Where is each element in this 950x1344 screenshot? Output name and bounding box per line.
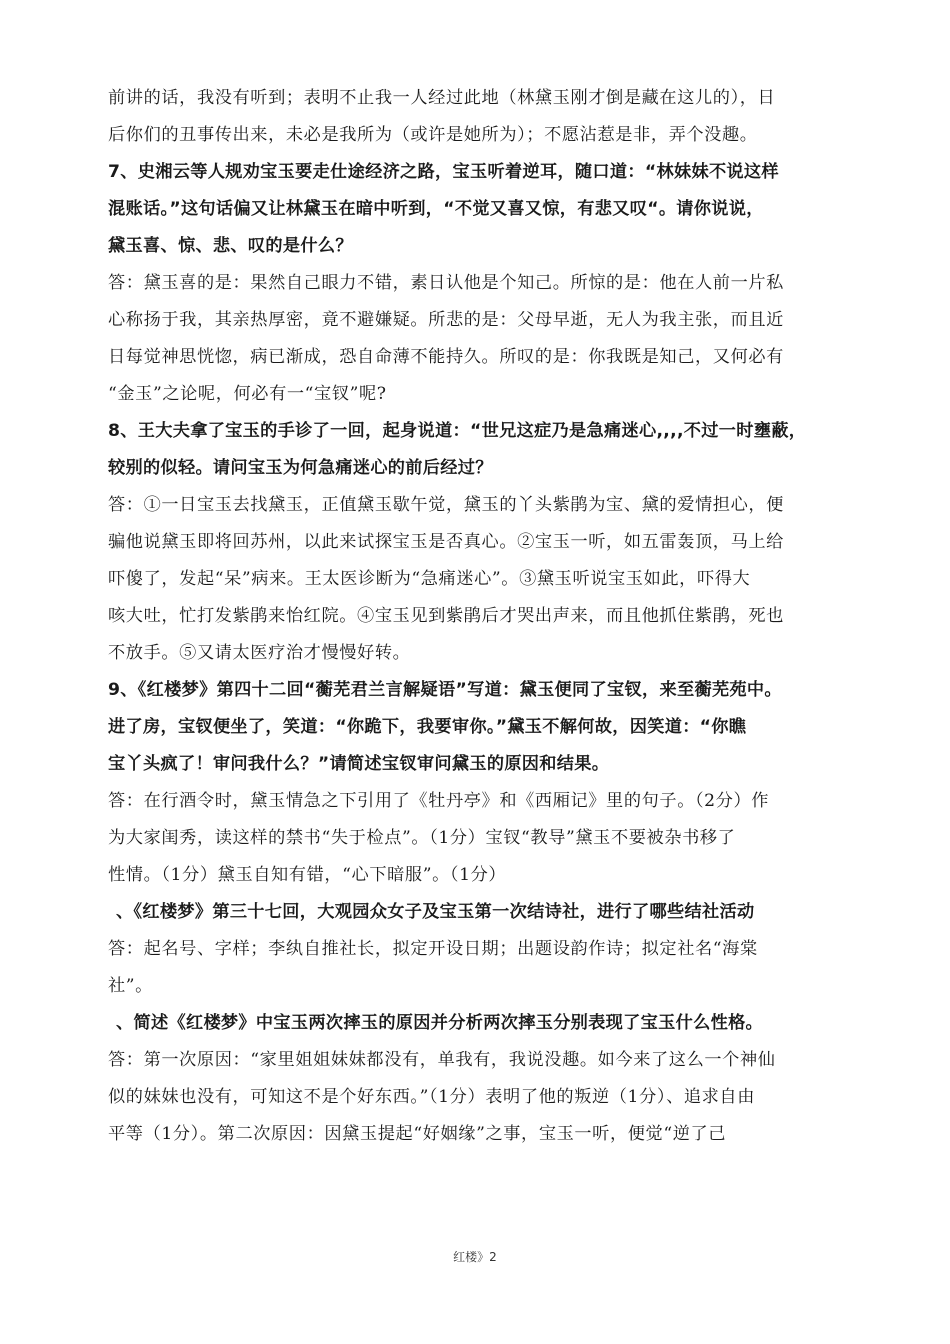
answer-line: 答：第一次原因：“家里姐姐妹妹都没有，单我有，我说没趣。如今来了这么一个神仙	[108, 1050, 776, 1070]
answer-line: 后你们的丑事传出来，未必是我所为（或许是她所为）；不愿沾惹是非，弄个没趣。	[108, 125, 758, 145]
answer-line: “金玉”之论呢，何必有一“宝钗”呢?	[108, 384, 387, 404]
question-line: 9、《红楼梦》第四十二回“蘅芜君兰言解疑语”写道：黛玉便同了宝钗，来至蘅芜苑中。	[108, 680, 782, 700]
question-line: 混账话。”这句话偏又让林黛玉在暗中听到，“不觉又喜又惊，有悲又叹“。请你说说，	[108, 199, 764, 219]
answer-line: 社”。	[108, 976, 153, 996]
answer-line: 答：①一日宝玉去找黛玉，正值黛玉歇午觉，黛玉的丫头紫鹃为宝、黛的爱情担心，便	[108, 495, 784, 515]
answer-line: 骗他说黛玉即将回苏州，以此来试探宝玉是否真心。②宝玉一听，如五雷轰顶，马上给	[108, 532, 784, 552]
question-line: 较别的似轻。请问宝玉为何急痛迷心的前后经过？	[108, 458, 493, 478]
answer-line: 答：黛玉喜的是：果然自己眼力不错，素日认他是个知己。所惊的是：他在人前一片私	[108, 273, 784, 293]
answer-line: 性情。（1分）黛玉自知有错，“心下暗服”。（1分）	[108, 865, 507, 885]
answer-line: 似的妹妹也没有，可知这不是个好东西。”（1分）表明了他的叛逆（1分）、追求自由	[108, 1087, 756, 1107]
answer-line: 不放手。⑤又请太医疗治才慢慢好转。	[108, 643, 411, 663]
answer-line: 日每觉神思恍惚，病已渐成，恐自命薄不能持久。所叹的是：你我既是知己，又何必有	[108, 347, 784, 367]
question-line: 黛玉喜、惊、悲、叹的是什么？	[108, 236, 353, 256]
document-body	[108, 80, 853, 1153]
question-line: 7、史湘云等人规劝宝玉要走仕途经济之路，宝玉听着逆耳，随口道：“林妹妹不说这样	[108, 162, 779, 182]
answer-line: 吓傻了，发起“呆”病来。王太医诊断为“急痛迷心”。③黛玉听说宝玉如此，吓得大	[108, 569, 751, 589]
answer-line: 为大家闺秀，读这样的禁书“失于检点”。（1分）宝钗“教导”黛玉不要被杂书移了	[108, 828, 736, 848]
question-line: 、简述《红楼梦》中宝玉两次摔玉的原因并分析两次摔玉分别表现了宝玉什么性格。	[116, 1013, 764, 1033]
answer-line: 心称扬于我，其亲热厚密，竟不避嫌疑。所悲的是：父母早逝，无人为我主张，而且近	[108, 310, 784, 330]
question-line: 8、王大夫拿了宝玉的手诊了一回，起身说道：“世兄这症乃是急痛迷心,,,,不过一时壅蔽，	[108, 421, 807, 441]
answer-line: 平等（1分）。第二次原因：因黛玉提起“好姻缘”之事，宝玉一听，便觉“逆了己	[108, 1124, 727, 1144]
question-line: 宝丫头疯了！审问我什么？”请简述宝钗审问黛玉的原因和结果。	[108, 754, 610, 774]
answer-line: 答：在行酒令时，黛玉情急之下引用了《牡丹亭》和《西厢记》里的句子。（2分）作	[108, 791, 770, 811]
answer-line: 咳大吐，忙打发紫鹃来怡红院。④宝玉见到紫鹃后才哭出声来，而且他抓住紫鹃，死也	[108, 606, 784, 626]
question-line: 进了房，宝钗便坐了，笑道：“你跪下，我要审你。”黛玉不解何故，因笑道：“你瞧	[108, 717, 747, 737]
question-line: 、《红楼梦》第三十七回，大观园众女子及宝玉第一次结诗社，进行了哪些结社活动	[116, 902, 755, 922]
answer-line: 答：起名号、字样；李纨自推社长，拟定开设日期；出题设韵作诗；拟定社名“海棠	[108, 939, 758, 959]
page-footer: 红楼》2	[453, 1250, 497, 1264]
answer-line: 前讲的话，我没有听到；表明不止我一人经过此地（林黛玉刚才倒是藏在这儿的），日	[108, 88, 776, 108]
